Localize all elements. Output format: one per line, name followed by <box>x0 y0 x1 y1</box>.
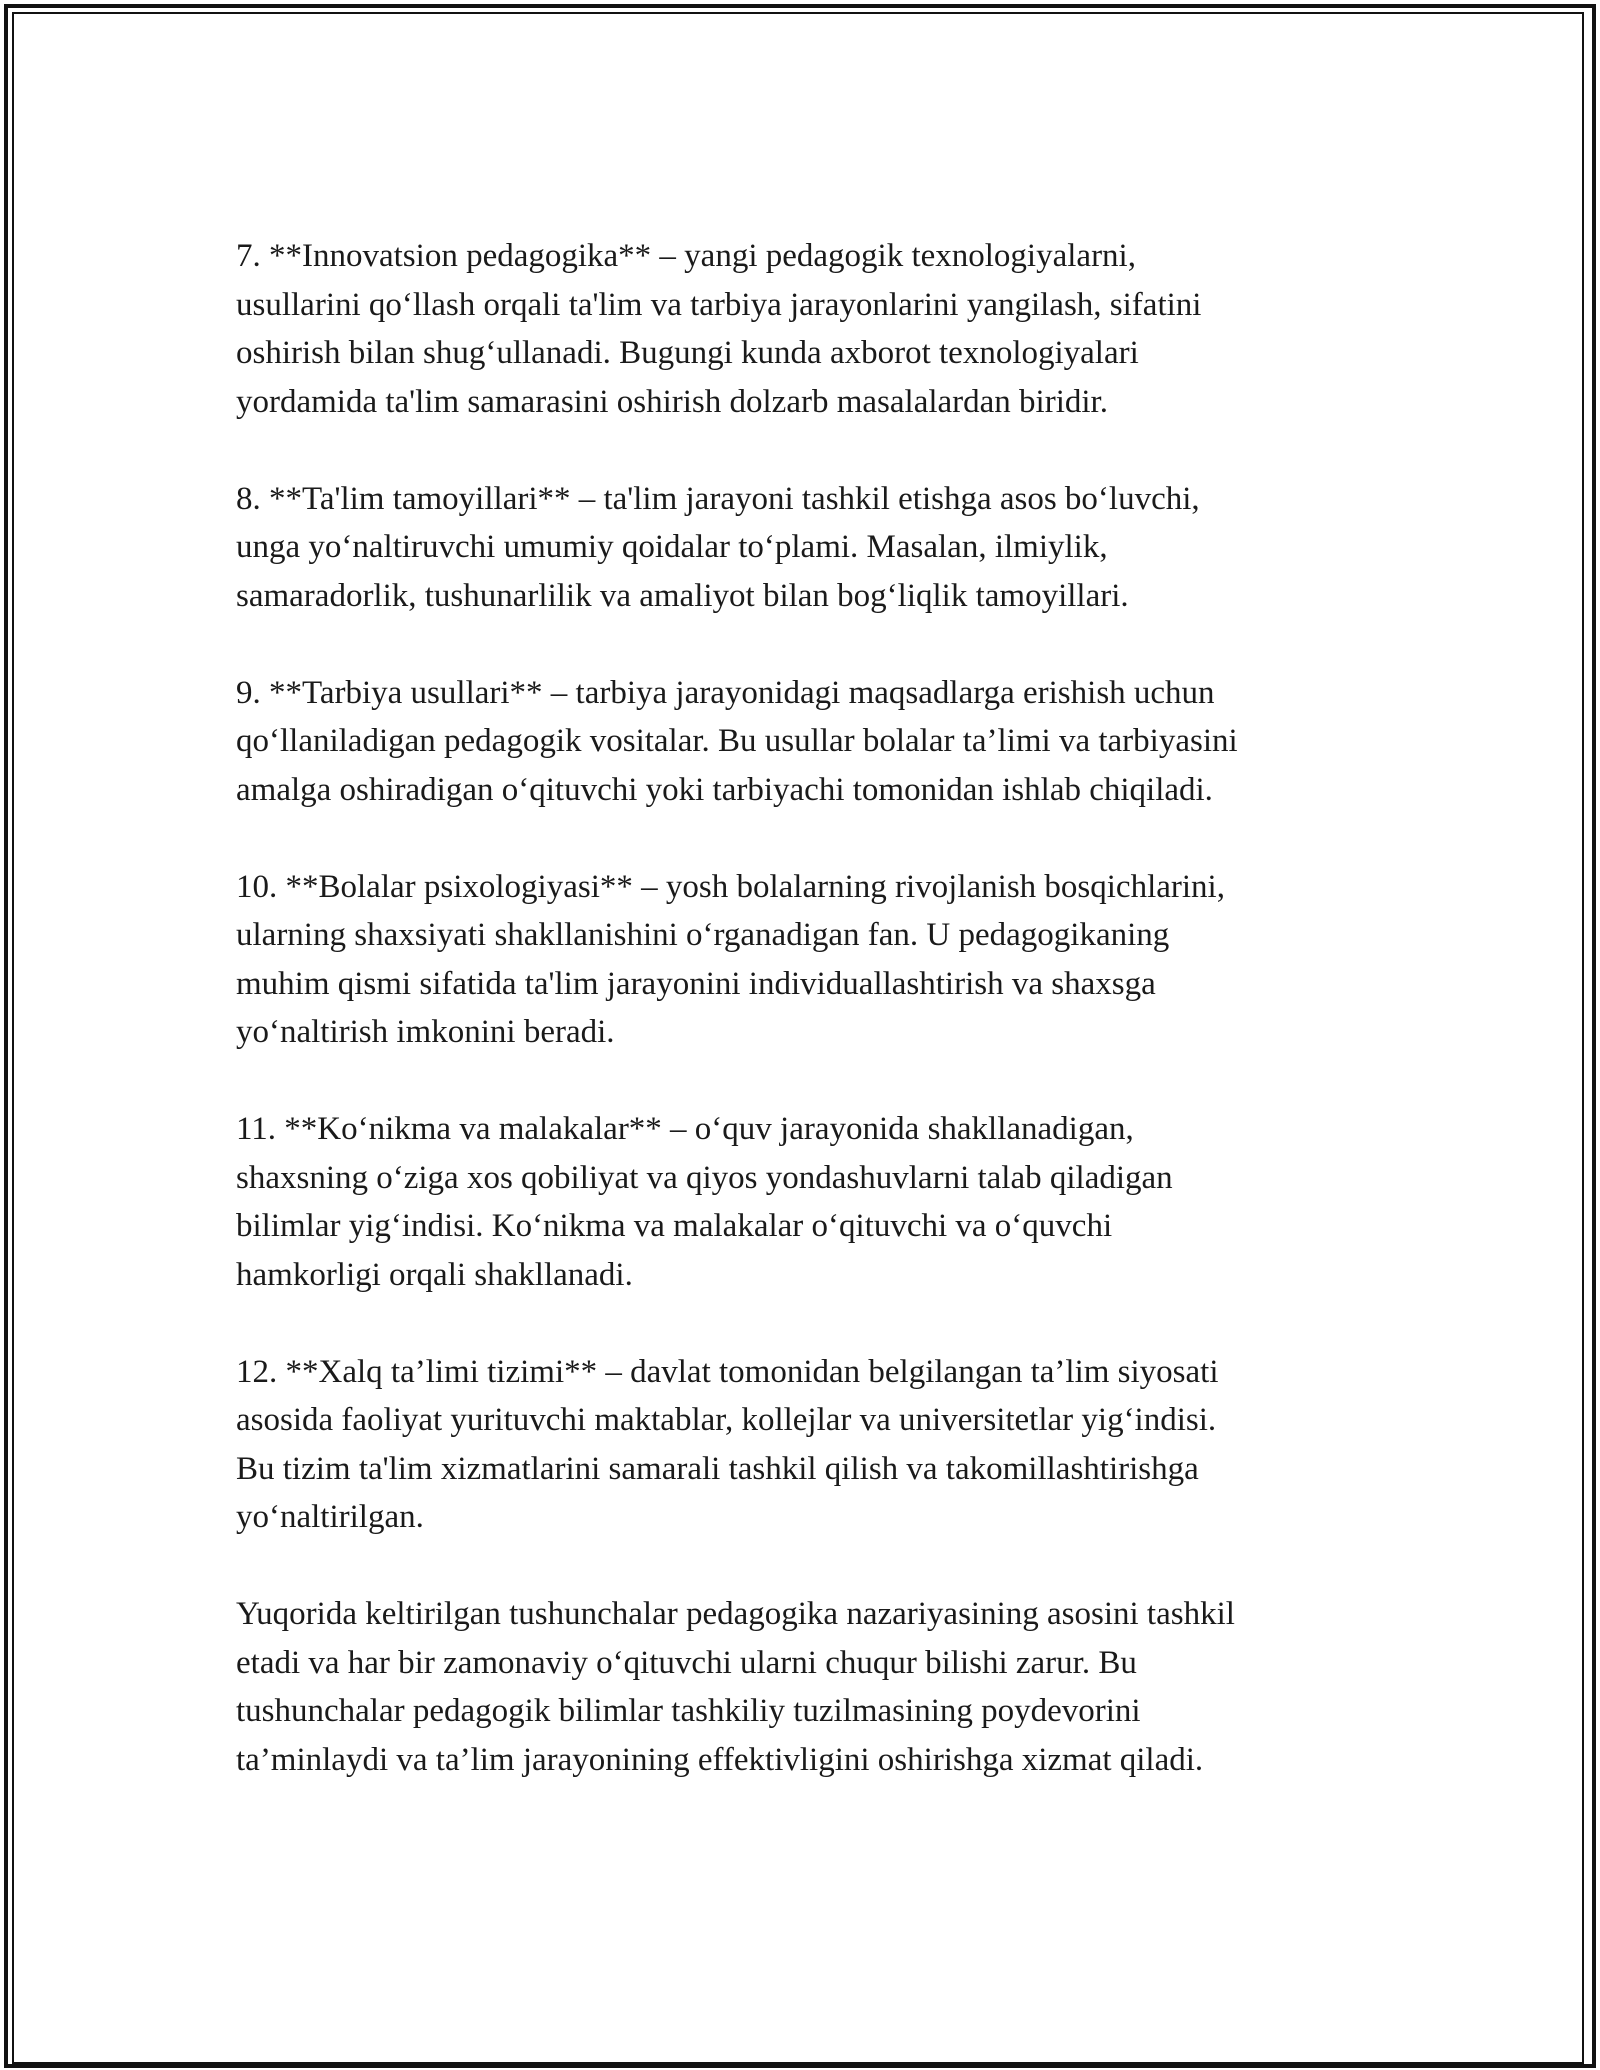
paragraph-tarbiya-usullari: 9. **Tarbiya usullari** – tarbiya jarayonidagi maqsadlarga erishish uchun qo‘llaniladigan pedagogik vositalar. Bu usullar bolalar ta’limi va tarbiyasini amalga oshiradigan o‘qituvchi yoki tarbiyachi tomonidan ishlab chiqiladi. <box>236 674 1238 808</box>
paragraph-bolalar-psixologiyasi: 10. **Bolalar psixologiyasi** – yosh bolalarning rivojlanish bosqichlarini, ularning shaxsiyati shakllanishini o‘rganadigan fan. U pedagogikaning muhim qismi sifatida ta'lim jarayonini individuallashtirish va shaxsga yo‘naltirish imkonini beradi. <box>236 868 1225 1050</box>
paragraph-conclusion: Yuqorida keltirilgan tushunchalar pedagogika nazariyasining asosini tashkil etadi va har bir zamonaviy o‘qituvchi ularni chuqur bilishi zarur. Bu tushunchalar pedagogik bilimlar tashkiliy tuzilmasining poydevorini ta’minlaydi va ta’lim jarayonining effektivligini oshirishga xizmat qiladi. <box>236 1596 1235 1778</box>
document-body <box>236 232 1376 1833</box>
paragraph-xalq-talimi-tizimi: 12. **Xalq ta’limi tizimi** – davlat tomonidan belgilangan ta’lim siyosati asosida faoliyat yurituvchi maktablar, kollejlar va universitetlar yig‘indisi. Bu tizim ta'lim xizmatlarini samarali tashkil qilish va takomillashtirishga yo‘naltirilgan. <box>236 1353 1219 1535</box>
paragraph-innovatsion-pedagogika: 7. **Innovatsion pedagogika** – yangi pedagogik texnologiyalarni, usullarini qo‘llash orqali ta'lim va tarbiya jarayonlarini yangilash, sifatini oshirish bilan shug‘ullanadi. Bugungi kunda axborot texnologiyalari yordamida ta'lim samarasini oshirish dolzarb masalalardan biridir. <box>236 238 1202 420</box>
paragraph-talim-tamoyillari: 8. **Ta'lim tamoyillari** – ta'lim jarayoni tashkil etishga asos bo‘luvchi, unga yo‘naltiruvchi umumiy qoidalar to‘plami. Masalan, ilmiylik, samaradorlik, tushunarlilik va amaliyot bilan bog‘liqlik tamoyillari. <box>236 480 1200 614</box>
paragraph-konikma-va-malakalar: 11. **Ko‘nikma va malakalar** – o‘quv jarayonida shakllanadigan, shaxsning o‘ziga xos qobiliyat va qiyos yondashuvlarni talab qiladigan bilimlar yig‘indisi. Ko‘nikma va malakalar o‘qituvchi va o‘quvchi hamkorligi orqali shakllanadi. <box>236 1111 1173 1293</box>
